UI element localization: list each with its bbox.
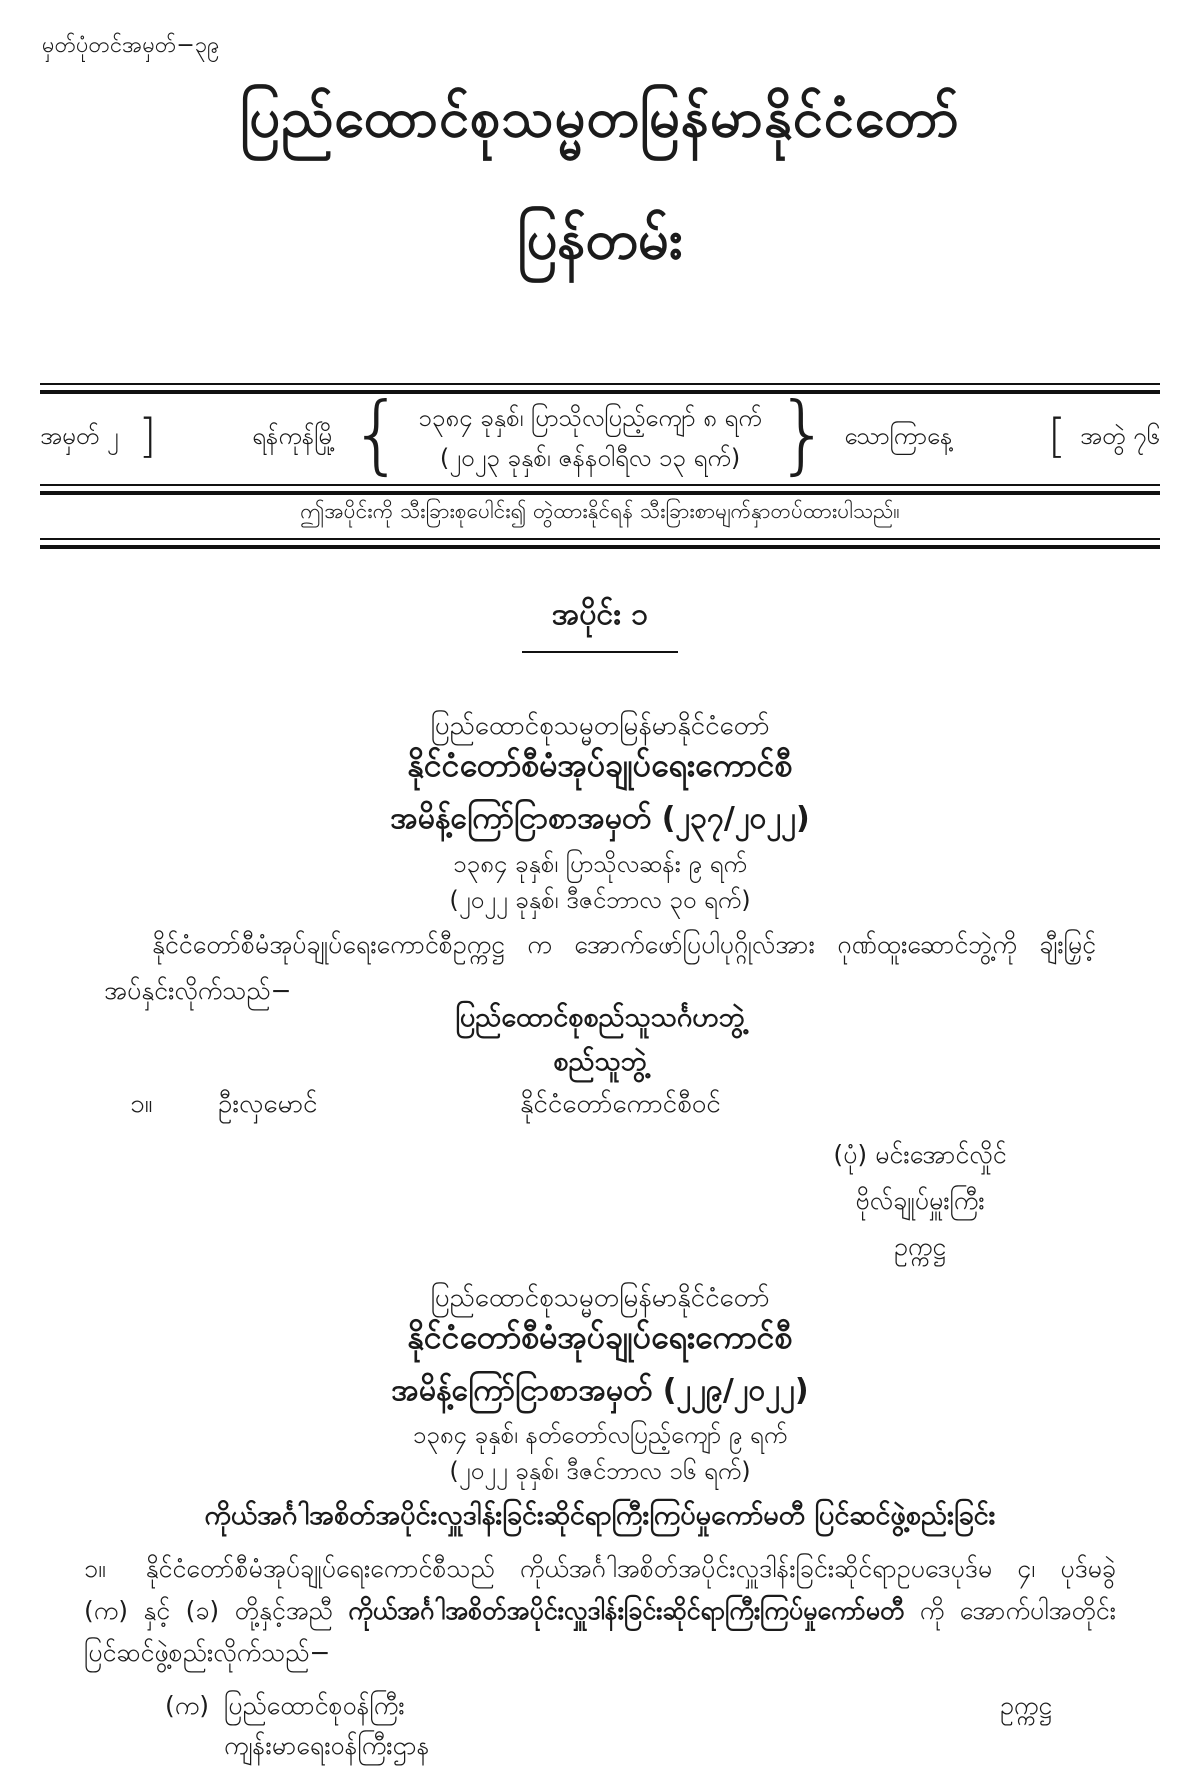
- award-recipient-row: [0, 1086, 1200, 1126]
- member-role: ဥက္ကဋ္ဌ: [1000, 1691, 1052, 1720]
- order2-council: နိုင်ငံတော်စီမံအုပ်ချုပ်ရေးကောင်စီ: [407, 1318, 793, 1356]
- recipient-number: ၁။: [130, 1089, 153, 1119]
- gazette-title: ပြည်ထောင်စုသမ္မတမြန်မာနိုင်ငံတော်: [240, 86, 960, 149]
- order2-country: ပြည်ထောင်စုသမ္မတမြန်မာနိုင်ငံတော်: [430, 1283, 770, 1313]
- city-name: ရန်ကုန်မြို့: [252, 422, 336, 450]
- binding-notice: ဤအပိုင်းကို သီးခြားစုပေါင်း၍ တွဲထားနိုင်ရန် သီးခြားစာမျက်နှာတပ်ထားပါသည်။: [300, 499, 900, 523]
- order1-myanmar-date: ၁၃၈၄ ခုနှစ်၊ ပြာသိုလဆန်း ၉ ရက်: [453, 850, 747, 878]
- issue-number: အမှတ် ၂: [40, 422, 119, 450]
- gregorian-date: (၂၀၂၃ ခုနှစ်၊ ဇန်နဝါရီလ ၁၃ ရက်): [439, 444, 741, 472]
- order2-paragraph: [84, 1548, 1116, 1674]
- issue-bracket: ]: [138, 409, 157, 463]
- order2-number: အမိန့်ကြော်ငြာစာအမှတ် (၂၂၉/၂၀၂၂): [391, 1373, 809, 1408]
- volume-number: အတွဲ ၇၆: [1079, 422, 1161, 450]
- order1-body: နိုင်ငံတော်စီမံအုပ်ချုပ်ရေးကောင်စီဥက္ကဋ္ဌ က အောက်ဖော်ပြပါပုဂ္ဂိုလ်အား ဂုဏ်ထူးဆောင်ဘွဲ့ကို ချီးမြှင့်အပ်နှင်းလိုက်သည်−: [104, 930, 1096, 1005]
- award-title-union-thiri-thingaha: ပြည်ထောင်စုစည်သူသင်္ဂဟဘွဲ့: [455, 1002, 745, 1033]
- member-label: (က): [165, 1691, 209, 1720]
- paragraph-text-1: နိုင်ငံတော်စီမံအုပ်ချုပ်ရေးကောင်စီသည် ကိုယ်အင်္ဂါအစိတ်အပိုင်းလှူဒါန်းခြင်းဆိုင်ရာဥပဒေပုဒ်မ ၄၊ ပုဒ်မခွဲ (က) နှင့် (ခ) တို့နှင့်အညီ: [84, 1554, 1116, 1625]
- recipient-role: နိုင်ငံတော်ကောင်စီဝင်: [520, 1089, 721, 1119]
- masthead-band: [40, 384, 1161, 484]
- award-title-thiri: စည်သူဘွဲ့: [553, 1046, 647, 1077]
- signature-title: ဥက္ကဋ္ဌ: [894, 1232, 946, 1261]
- volume-bracket: [: [1048, 409, 1066, 463]
- signature-name: (ပုံ) မင်းအောင်လှိုင်: [833, 1140, 1007, 1169]
- registration-number: မှတ်ပုံတင်အမှတ်−၃၉: [42, 33, 220, 58]
- order2-gregorian-date: (၂၀၂၂ ခုနှစ်၊ ဒီဇင်ဘာလ ၁၆ ရက်): [449, 1457, 751, 1485]
- issue-dates: [418, 398, 761, 478]
- paragraph-number: ၁။: [84, 1554, 106, 1583]
- section-heading: [0, 594, 1200, 653]
- myanmar-date: ၁၃၈၄ ခုနှစ်၊ ပြာသိုလပြည့်ကျော် ၈ ရက်: [418, 404, 762, 432]
- paragraph-committee-name: ကိုယ်အင်္ဂါအစိတ်အပိုင်းလှူဒါန်းခြင်းဆိုင်ရာကြီးကြပ်မှုကော်မတီ: [348, 1596, 905, 1625]
- left-brace: {: [349, 384, 405, 484]
- section-heading-text: အပိုင်း ၁: [522, 594, 678, 653]
- weekday: သောကြာနေ့: [844, 422, 953, 450]
- signature-rank: ဗိုလ်ချုပ်မှူးကြီး: [855, 1186, 985, 1215]
- order1-number: အမိန့်ကြော်ငြာစာအမှတ် (၂၃၇/၂၀၂၂): [390, 801, 810, 836]
- double-rule-bottom: [40, 538, 1160, 549]
- paragraph-text-2: ကို အောက်ပါအတိုင်း ပြင်ဆင်ဖွဲ့စည်းလိုက်သည်−: [84, 1596, 1116, 1667]
- signature-block: [740, 1132, 1100, 1270]
- order2-heading: ကိုယ်အင်္ဂါအစိတ်အပိုင်းလှူဒါန်းခြင်းဆိုင်ရာကြီးကြပ်မှုကော်မတီ ပြင်ဆင်ဖွဲ့စည်းခြင်း: [204, 1500, 996, 1531]
- right-brace: }: [775, 384, 831, 484]
- member-title: [224, 1686, 430, 1766]
- double-rule-middle: [40, 484, 1160, 495]
- order2-myanmar-date: ၁၃၈၄ ခုနှစ်၊ နတ်တော်လပြည့်ကျော် ၉ ရက်: [412, 1421, 788, 1449]
- recipient-name: ဦးလှမောင်: [218, 1089, 318, 1119]
- member-title-line1: ပြည်ထောင်စုဝန်ကြီး: [224, 1691, 405, 1720]
- gazette-subtitle: ပြန်တမ်း: [517, 208, 683, 271]
- order1-gregorian-date: (၂၀၂၂ ခုနှစ်၊ ဒီဇင်ဘာလ ၃၀ ရက်): [449, 886, 751, 914]
- order1-council: နိုင်ငံတော်စီမံအုပ်ချုပ်ရေးကောင်စီ: [407, 746, 793, 784]
- member-title-line2: ကျန်းမာရေးဝန်ကြီးဌာန: [224, 1731, 430, 1760]
- order1-country: ပြည်ထောင်စုသမ္မတမြန်မာနိုင်ငံတော်: [430, 711, 770, 741]
